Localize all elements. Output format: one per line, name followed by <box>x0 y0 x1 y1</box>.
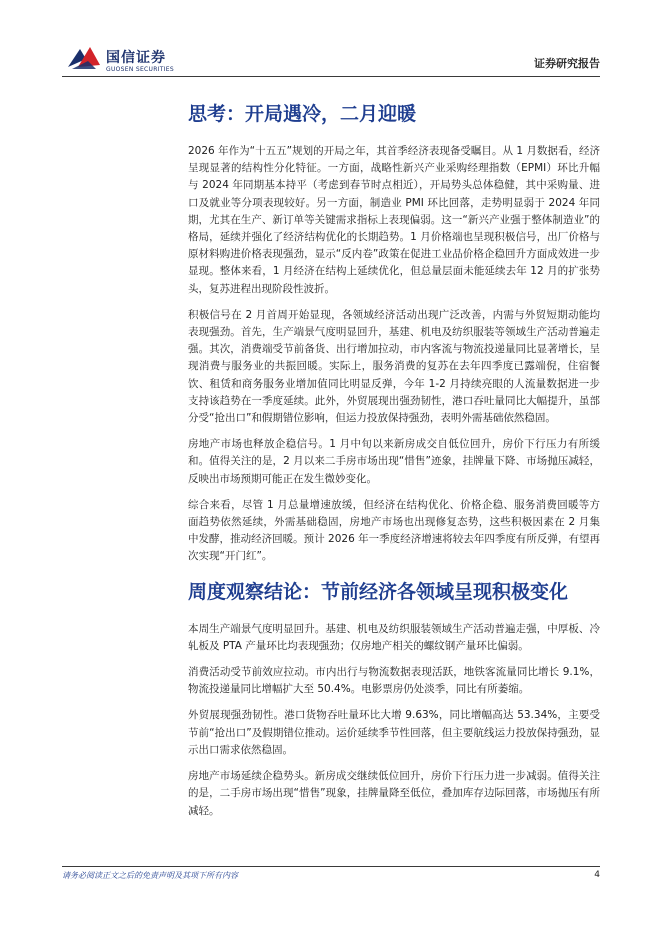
paragraph: 外贸展现强劲韧性。港口货物吞吐量环比大增 9.63%，同比增幅高达 53.34%，主要受节前“抢出口”及假期错位推动。运价延续季节性回落，但主要航线运力投放保持强劲，显示出口需求依然稳固。 <box>188 709 600 756</box>
paragraph: 本周生产端景气度明显回升。基建、机电及纺织服装领域生产活动普遍走强，中厚板、冷轧板及 PTA 产量环比均表现强劲；仅房地产相关的螺纹钢产量环比偏弱。 <box>188 622 600 652</box>
logo-text-cn: 国信证券 <box>106 50 166 66</box>
section-heading-weekly: 周度观察结论：节前经济各领域呈现积极变化 <box>188 580 569 603</box>
paragraph: 综合来看，尽管 1 月总量增速放缓，但经济在结构优化、价格企稳、服务消费回暖等方面趋势依然延续，外需基础稳固，房地产市场也出现修复态势，这些积极因素在 2 月集中发酵，推动经济回暖。预计 2026 年一季度经济增速将较去年四季度有所反弹，有望再次实现“开门红”。 <box>188 498 600 563</box>
report-type-label: 证券研究报告 <box>534 57 600 70</box>
guosen-logo-icon <box>66 45 102 71</box>
section-heading-thinking: 思考：开局遇冷，二月迎暖 <box>188 103 417 125</box>
header-divider <box>62 76 600 77</box>
logo-text-en: GUOSEN SECURITIES <box>106 66 175 73</box>
disclaimer-text: 请务必阅读正文之后的免责声明及其项下所有内容 <box>62 871 238 880</box>
main-content <box>188 100 600 829</box>
paragraph: 2026 年作为“十五五”规划的开局之年，其首季经济表现备受瞩目。从 1 月数据看，经济呈现显著的结构性分化特征。一方面，战略性新兴产业采购经理指数（EPMI）环比升幅与 2024 年同期基本持平（考虑到春节时点相近），开局势头总体稳健，其中采购量、进口及就业等分项表现较好。另一方面，制造业 PMI 环比回落，走势明显弱于 2024 年同期，尤其在生产、新订单等关键需求指标上表现偏弱。这一“新兴产业强于整体制造业”的格局，延续并强化了经济结构优化的长期趋势。1 月价格端也呈现积极信号，出厂价格与原材料购进价格表现强劲，显示“反内卷”政策在促进工业品价格企稳回升方面成效进一步显现。整体来看，1 月经济在结构上延续优化，但总量层面未能延续去年 12 月的扩张势头，复苏进程出现阶段性波折。 <box>188 145 600 295</box>
brand-logo <box>66 43 186 77</box>
page-header <box>0 0 662 80</box>
footer-divider <box>62 866 600 867</box>
paragraph: 积极信号在 2 月首周开始显现，各领域经济活动出现广泛改善，内需与外贸短期动能均表现强劲。首先，生产端景气度明显回升，基建、机电及纺织服装等领域生产活动普遍走强。其次，消费端受节前备货、出行增加拉动，市内客流与物流投递量同比显著增长，呈现消费与服务业的共振回暖。实际上，服务消费的复苏在去年四季度已露端倪，住宿餐饮、租赁和商务服务业增加值同比明显反弹，今年 1-2 月持续亮眼的人流量数据进一步支持该趋势在一季度延续。此外，外贸展现出强劲韧性，港口吞吐量同比大幅提升，虽部分受“抢出口”和假期错位影响，但运力投放保持强劲，表明外需基础依然稳固。 <box>188 308 600 425</box>
paragraph: 消费活动受节前效应拉动。市内出行与物流数据表现活跃，地铁客流量同比增长 9.1%，物流投递量同比增幅扩大至 50.4%。电影票房仍处淡季，同比有所萎缩。 <box>188 666 600 696</box>
paragraph: 房地产市场延续企稳势头。新房成交继续低位回升，房价下行压力进一步减弱。值得关注的是，二手房市场出现“惜售”现象，挂牌量降至低位，叠加库存边际回落，市场抛压有所减轻。 <box>188 770 600 817</box>
paragraph: 房地产市场也释放企稳信号。1 月中旬以来新房成交自低位回升，房价下行压力有所缓和。值得关注的是，2 月以来二手房市场出现“惜售”迹象，挂牌量下降、市场抛压减轻，反映出市场预期可能正在发生微妙变化。 <box>188 438 600 485</box>
page-number: 4 <box>594 870 600 880</box>
